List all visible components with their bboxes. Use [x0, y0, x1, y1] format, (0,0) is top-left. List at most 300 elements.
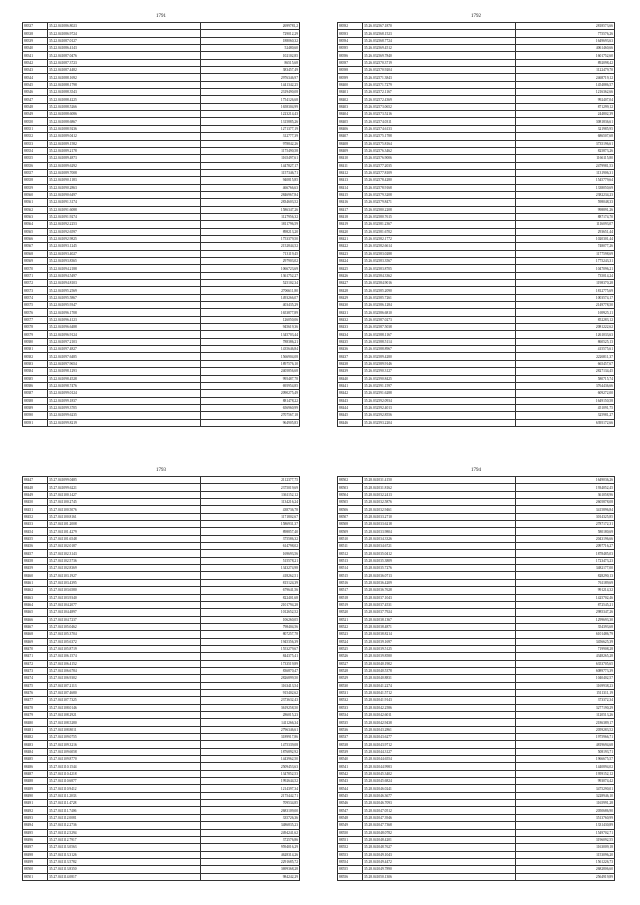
value-cell: 825873,26 [516, 147, 615, 154]
table-row [23, 638, 300, 645]
cadastral-number: 35.22.041092.9825 [48, 235, 201, 242]
cadastral-number: 35.27.041105.3704 [48, 631, 201, 638]
row-number: 88434 [338, 331, 363, 338]
value-cell: 1454886,57 [516, 81, 615, 88]
cadastral-number: 35.27.041101.4279 [48, 528, 201, 535]
row-number: 88516 [338, 579, 363, 586]
table-row [338, 37, 615, 44]
value-cell: 844375,41 [201, 653, 300, 660]
cadastral-number: 35.27.041112.2736 [48, 822, 201, 829]
table-row [23, 353, 300, 360]
cadastral-number: 35.26.032589.9146 [363, 360, 516, 367]
cadastral-number: 35.26.032568.7724 [363, 37, 516, 44]
cadastral-number: 35.28.041037.1043 [363, 594, 516, 601]
value-cell: 1447827,17 [201, 162, 300, 169]
row-number: 88423 [338, 250, 363, 257]
cadastral-number: 35.28.041031.8162 [363, 484, 516, 491]
row-number: 88444 [338, 404, 363, 411]
row-number: 88379 [23, 331, 48, 338]
row-number: 88422 [338, 243, 363, 250]
row-number: 88418 [338, 213, 363, 220]
row-number: 88442 [338, 390, 363, 397]
value-cell: 169925,11 [516, 309, 615, 316]
value-cell: 3735196,61 [516, 140, 615, 147]
value-cell: 2509453,63 [201, 763, 300, 770]
row-number: 88556 [338, 873, 363, 880]
table-row [23, 404, 300, 411]
value-cell: 3456625,39 [516, 638, 615, 645]
cadastral-number: 35.26.032585.7261 [363, 294, 516, 301]
value-cell: 1171802,67 [201, 513, 300, 520]
cadastral-number: 35.22.041094.2188 [48, 265, 201, 272]
row-number: 88366 [23, 235, 48, 242]
cadastral-number: 35.22.041091.9274 [48, 213, 201, 220]
value-cell: 4061460,66 [516, 45, 615, 52]
cadastral-number: 35.22.041088.9236 [48, 125, 201, 132]
cadastral-number: 35.22.041098.1293 [48, 368, 201, 375]
table-row [338, 125, 615, 132]
row-number: 88536 [338, 726, 363, 733]
cadastral-number: 35.22.041089.6292 [48, 162, 201, 169]
row-number: 88345 [23, 81, 48, 88]
cadastral-number: 35.28.041045.3402 [363, 770, 516, 777]
table-row [23, 851, 300, 858]
table-row [23, 675, 300, 682]
row-number: 88373 [23, 287, 48, 294]
row-number: 88412 [338, 169, 363, 176]
cadastral-number: 35.22.041098.4528 [48, 375, 201, 382]
value-cell: 1440894,02 [516, 763, 615, 770]
value-cell: 466766,63 [201, 184, 300, 191]
row-number: 88466 [23, 616, 48, 623]
table-row [23, 213, 300, 220]
table-row [23, 719, 300, 726]
cadastral-number: 35.22.041099.1837 [48, 397, 201, 404]
table-row [338, 397, 615, 404]
value-cell: 686507,68 [516, 133, 615, 140]
cadastral-number: 35.27.041108.8011 [48, 726, 201, 733]
row-number: 88517 [338, 587, 363, 594]
row-number: 88502 [338, 477, 363, 484]
table-row [23, 37, 300, 44]
row-number: 88388 [23, 397, 48, 404]
table-row [338, 96, 615, 103]
row-number: 88515 [338, 572, 363, 579]
cadastral-number: 35.22.041088.1692 [48, 74, 201, 81]
cadastral-number: 35.28.041050.1306 [363, 873, 516, 880]
row-number: 88449 [23, 491, 48, 498]
cadastral-number: 35.26.032587.0273 [363, 316, 516, 323]
table-row [23, 866, 300, 873]
row-number: 88553 [338, 851, 363, 858]
cadastral-number: 35.28.041042.6011 [363, 712, 516, 719]
cadastral-number: 35.28.041038.8214 [363, 631, 516, 638]
cadastral-number: 35.27.041106.9302 [48, 675, 201, 682]
table-row [23, 689, 300, 696]
row-number: 88391 [23, 419, 48, 426]
row-number: 88399 [338, 74, 363, 81]
cadastral-number: 35.22.041088.3543 [48, 89, 201, 96]
cadastral-number: 35.26.032575.1788 [363, 133, 516, 140]
row-number: 88374 [23, 294, 48, 301]
cadastral-number: 35.22.041087.0127 [48, 37, 201, 44]
table-row [338, 243, 615, 250]
table-row [338, 368, 615, 375]
row-number: 88424 [338, 258, 363, 265]
row-number: 88415 [338, 191, 363, 198]
table-row [23, 23, 300, 30]
value-cell: 6089773,39 [516, 667, 615, 674]
table-row [338, 316, 615, 323]
cadastral-number: 35.22.041094.5497 [48, 272, 201, 279]
value-cell: 1586347,26 [201, 206, 300, 213]
row-number: 88457 [23, 550, 48, 557]
value-cell: 1163009,18 [516, 844, 615, 851]
cadastral-number: 35.27.041113.3126 [48, 851, 201, 858]
value-cell: 915402,62 [201, 689, 300, 696]
row-number: 88363 [23, 213, 48, 220]
table-row [23, 177, 300, 184]
cadastral-number: 35.22.041099.6235 [48, 412, 201, 419]
table-row [23, 616, 300, 623]
table-row [23, 836, 300, 843]
row-number: 88500 [23, 866, 48, 873]
row-number: 88472 [23, 660, 48, 667]
cadastral-number: 35.27.041105.0462 [48, 623, 201, 630]
cadastral-number: 35.26.032575.8164 [363, 140, 516, 147]
page-1793 [22, 466, 300, 890]
value-cell: 892098,42 [516, 59, 615, 66]
value-cell: 169693,56 [201, 550, 300, 557]
value-cell: 52480,60 [201, 45, 300, 52]
row-number: 88506 [338, 506, 363, 513]
cadastral-number: 35.28.041041.5712 [363, 689, 516, 696]
cadastral-number: 35.27.041109.8770 [48, 756, 201, 763]
row-number: 88358 [23, 177, 48, 184]
cadastral-number: 35.28.041037.4531 [363, 601, 516, 608]
cadastral-number: 35.28.041037.7924 [363, 609, 516, 616]
table-row [23, 280, 300, 287]
row-number: 88400 [338, 81, 363, 88]
value-cell: 1992644,52 [201, 778, 300, 785]
table-row [338, 535, 615, 542]
value-cell: 86515,68 [201, 59, 300, 66]
cadastral-number: 35.26.032581.6702 [363, 228, 516, 235]
cadastral-number: 35.22.041093.4027 [48, 250, 201, 257]
row-number: 88532 [338, 697, 363, 704]
value-cell: 2375019,69 [201, 484, 300, 491]
cadastral-number: 35.22.041088.6086 [48, 111, 201, 118]
value-cell: 1649693,63 [516, 37, 615, 44]
value-cell: 3475290,01 [516, 785, 615, 792]
table-row [338, 792, 615, 799]
value-cell: 614798,02 [201, 543, 300, 550]
cadastral-number: 35.22.041088.1798 [48, 81, 201, 88]
value-cell: 2985347,26 [516, 609, 615, 616]
value-cell: 1177598,69 [516, 250, 615, 257]
row-number: 88451 [23, 506, 48, 513]
table-row [338, 844, 615, 851]
table-row [338, 390, 615, 397]
cadastral-number: 35.27.041101.2008 [48, 521, 201, 528]
row-number: 88432 [338, 316, 363, 323]
value-cell: 1175490,58 [201, 147, 300, 154]
row-number: 88477 [23, 697, 48, 704]
value-cell: 815124,39 [201, 579, 300, 586]
cadastral-number: 35.26.032572.4369 [363, 96, 516, 103]
table-row [338, 81, 615, 88]
cadastral-number: 35.22.041093.1245 [48, 243, 201, 250]
row-number: 88514 [338, 565, 363, 572]
value-cell: 3699368,28 [201, 866, 300, 873]
cadastral-number: 35.28.041039.1697 [363, 638, 516, 645]
row-number: 88542 [338, 770, 363, 777]
row-number: 88409 [338, 147, 363, 154]
value-cell: 4628314,26 [201, 851, 300, 858]
table-row [23, 734, 300, 741]
table-row [23, 645, 300, 652]
row-number: 88372 [23, 280, 48, 287]
row-number: 88503 [338, 484, 363, 491]
cadastral-number: 35.27.041110.4218 [48, 770, 201, 777]
value-cell: 3482177,00 [516, 565, 615, 572]
row-number: 88489 [23, 785, 48, 792]
table-row [23, 844, 300, 851]
table-row [338, 419, 615, 426]
table-row [23, 609, 300, 616]
cadastral-number: 35.26.032591.1597 [363, 382, 516, 389]
table-row [23, 155, 300, 162]
table-row [23, 147, 300, 154]
table-row [338, 726, 615, 733]
table-row [23, 81, 300, 88]
table-row [338, 543, 615, 550]
table-row [23, 346, 300, 353]
table-row [338, 756, 615, 763]
cadastral-number: 35.28.041041.9143 [363, 697, 516, 704]
table-row [338, 155, 615, 162]
table-row [23, 272, 300, 279]
row-number: 88395 [338, 45, 363, 52]
table-row [338, 23, 615, 30]
table-row [338, 375, 615, 382]
table-row [23, 778, 300, 785]
value-cell: 2479981,53 [516, 162, 615, 169]
row-number: 88494 [23, 822, 48, 829]
row-number: 88404 [338, 111, 363, 118]
cadastral-number: 35.26.032573.0652 [363, 103, 516, 110]
row-number: 88340 [23, 45, 48, 52]
value-cell: 126050,06 [201, 316, 300, 323]
table-row [338, 785, 615, 792]
page-1792 [337, 12, 615, 436]
cadastral-number: 35.26.032569.7840 [363, 52, 516, 59]
table-row [338, 667, 615, 674]
row-number: 88491 [23, 800, 48, 807]
value-cell: 1066723,69 [201, 265, 300, 272]
row-number: 88427 [338, 280, 363, 287]
value-cell: 1299693,30 [516, 616, 615, 623]
row-number: 88438 [338, 360, 363, 367]
table-row [338, 734, 615, 741]
value-cell: 508193,71 [516, 748, 615, 755]
row-number: 88510 [338, 535, 363, 542]
value-cell: 580715,74 [516, 375, 615, 382]
cadastral-number: 35.28.041048.0782 [363, 829, 516, 836]
table-row [338, 594, 615, 601]
row-number: 88368 [23, 250, 48, 257]
cadastral-number: 35.26.032577.2035 [363, 162, 516, 169]
value-cell: 1047096,21 [516, 265, 615, 272]
row-number: 88481 [23, 726, 48, 733]
row-number: 88460 [23, 572, 48, 579]
row-number: 88339 [23, 37, 48, 44]
value-cell: 881478,22 [201, 397, 300, 404]
row-number: 88525 [338, 645, 363, 652]
row-number: 88356 [23, 162, 48, 169]
data-table [22, 22, 300, 427]
cadastral-number: 35.27.041101.6548 [48, 535, 201, 542]
table-row [338, 866, 615, 873]
table-row [338, 191, 615, 198]
cadastral-number: 35.26.032582.6614 [363, 243, 516, 250]
cadastral-number: 35.27.041104.7237 [48, 616, 201, 623]
row-number: 88545 [338, 792, 363, 799]
table-row [338, 719, 615, 726]
table-row [23, 302, 300, 309]
table-row [338, 587, 615, 594]
value-cell: 2226811,37 [516, 353, 615, 360]
row-number: 88393 [338, 30, 363, 37]
value-cell: 1166115,80 [516, 155, 615, 162]
value-cell: 978842,26 [201, 140, 300, 147]
value-cell: 3619258,50 [201, 704, 300, 711]
cadastral-number: 35.26.032583.8705 [363, 265, 516, 272]
cadastral-number: 35.28.041040.1902 [363, 660, 516, 667]
table-row [338, 59, 615, 66]
table-row [23, 770, 300, 777]
value-cell: 1153096,20 [516, 851, 615, 858]
cadastral-number: 35.28.041047.0512 [363, 807, 516, 814]
value-cell: 2834603,52 [201, 199, 300, 206]
value-cell: 2050686,90 [516, 807, 615, 814]
table-row [23, 631, 300, 638]
table-row [23, 792, 300, 799]
row-number: 88549 [338, 822, 363, 829]
row-number: 88407 [338, 133, 363, 140]
row-number: 88448 [23, 484, 48, 491]
cadastral-number: 35.26.032585.2090 [363, 287, 516, 294]
value-cell: 665457,67 [516, 360, 615, 367]
value-cell: 1733519,89 [201, 660, 300, 667]
value-cell: 887174,70 [516, 213, 615, 220]
value-cell: 1040402,57 [516, 675, 615, 682]
row-number: 88471 [23, 653, 48, 660]
value-cell: 372576,86 [201, 836, 300, 843]
value-cell: 1198370,28 [516, 280, 615, 287]
row-number: 88347 [23, 96, 48, 103]
row-number: 88351 [23, 125, 48, 132]
cadastral-number: 35.28.041034.3326 [363, 535, 516, 542]
cadastral-number: 35.27.041111.7406 [48, 807, 201, 814]
value-cell: 1753379,50 [201, 235, 300, 242]
row-number: 88511 [338, 543, 363, 550]
value-cell: 2149778,50 [516, 302, 615, 309]
table-row [23, 682, 300, 689]
value-cell: 438736,78 [201, 506, 300, 513]
value-cell: 1157346,71 [201, 169, 300, 176]
table-row [23, 807, 300, 814]
row-number: 88383 [23, 360, 48, 367]
table-row [23, 191, 300, 198]
cadastral-number: 35.22.041088.6867 [48, 118, 201, 125]
row-number: 88528 [338, 667, 363, 674]
cadastral-number: 35.27.041103.9340 [48, 594, 201, 601]
cadastral-number: 35.27.041106.4152 [48, 660, 201, 667]
cadastral-number: 35.22.041087.0476 [48, 52, 201, 59]
cadastral-number: 35.22.041095.9347 [48, 302, 201, 309]
cadastral-number: 35.28.041048.7627 [363, 844, 516, 851]
row-number: 88371 [23, 272, 48, 279]
value-cell: 1441342,25 [201, 81, 300, 88]
cadastral-number: 35.26.032576.9006 [363, 155, 516, 162]
cadastral-number: 35.26.032592.8556 [363, 412, 516, 419]
table-row [338, 528, 615, 535]
cadastral-number: 35.28.041036.4209 [363, 579, 516, 586]
row-number: 88529 [338, 675, 363, 682]
value-cell: 1345703,44 [201, 331, 300, 338]
row-number: 88496 [23, 836, 48, 843]
table-row [23, 858, 300, 865]
table-row [338, 67, 615, 74]
row-number: 88370 [23, 265, 48, 272]
row-number: 88465 [23, 609, 48, 616]
row-number: 88543 [338, 778, 363, 785]
value-cell: 1897576,10 [201, 360, 300, 367]
cadastral-number: 35.27.041106.6784 [48, 667, 201, 674]
value-cell: 1601752,60 [516, 52, 615, 59]
value-cell: 1723473,23 [516, 557, 615, 564]
table-row [338, 572, 615, 579]
table-row [338, 660, 615, 667]
value-cell: 2494241,62 [201, 829, 300, 836]
table-row [23, 535, 300, 542]
table-row [338, 506, 615, 513]
row-number: 88493 [23, 814, 48, 821]
value-cell: 2706611,80 [201, 287, 300, 294]
cadastral-number: 35.27.041113.0563 [48, 844, 201, 851]
row-number: 88527 [338, 660, 363, 667]
table-row [338, 557, 615, 564]
table-row [338, 616, 615, 623]
table-row [338, 807, 615, 814]
row-number: 88429 [338, 294, 363, 301]
value-cell: 735014,24 [516, 272, 615, 279]
table-row [23, 513, 300, 520]
table-row [23, 206, 300, 213]
table-row [23, 89, 300, 96]
row-number: 88486 [23, 763, 48, 770]
cadastral-number: 35.28.041033.6218 [363, 521, 516, 528]
value-cell: 1586931,37 [201, 521, 300, 528]
cadastral-number: 35.22.041097.2103 [48, 338, 201, 345]
table-row [23, 30, 300, 37]
cadastral-number: 35.22.041089.7008 [48, 169, 201, 176]
cadastral-number: 35.22.041088.4225 [48, 96, 201, 103]
row-number: 88463 [23, 594, 48, 601]
table-row [338, 162, 615, 169]
value-cell: 1163413,54 [201, 682, 300, 689]
